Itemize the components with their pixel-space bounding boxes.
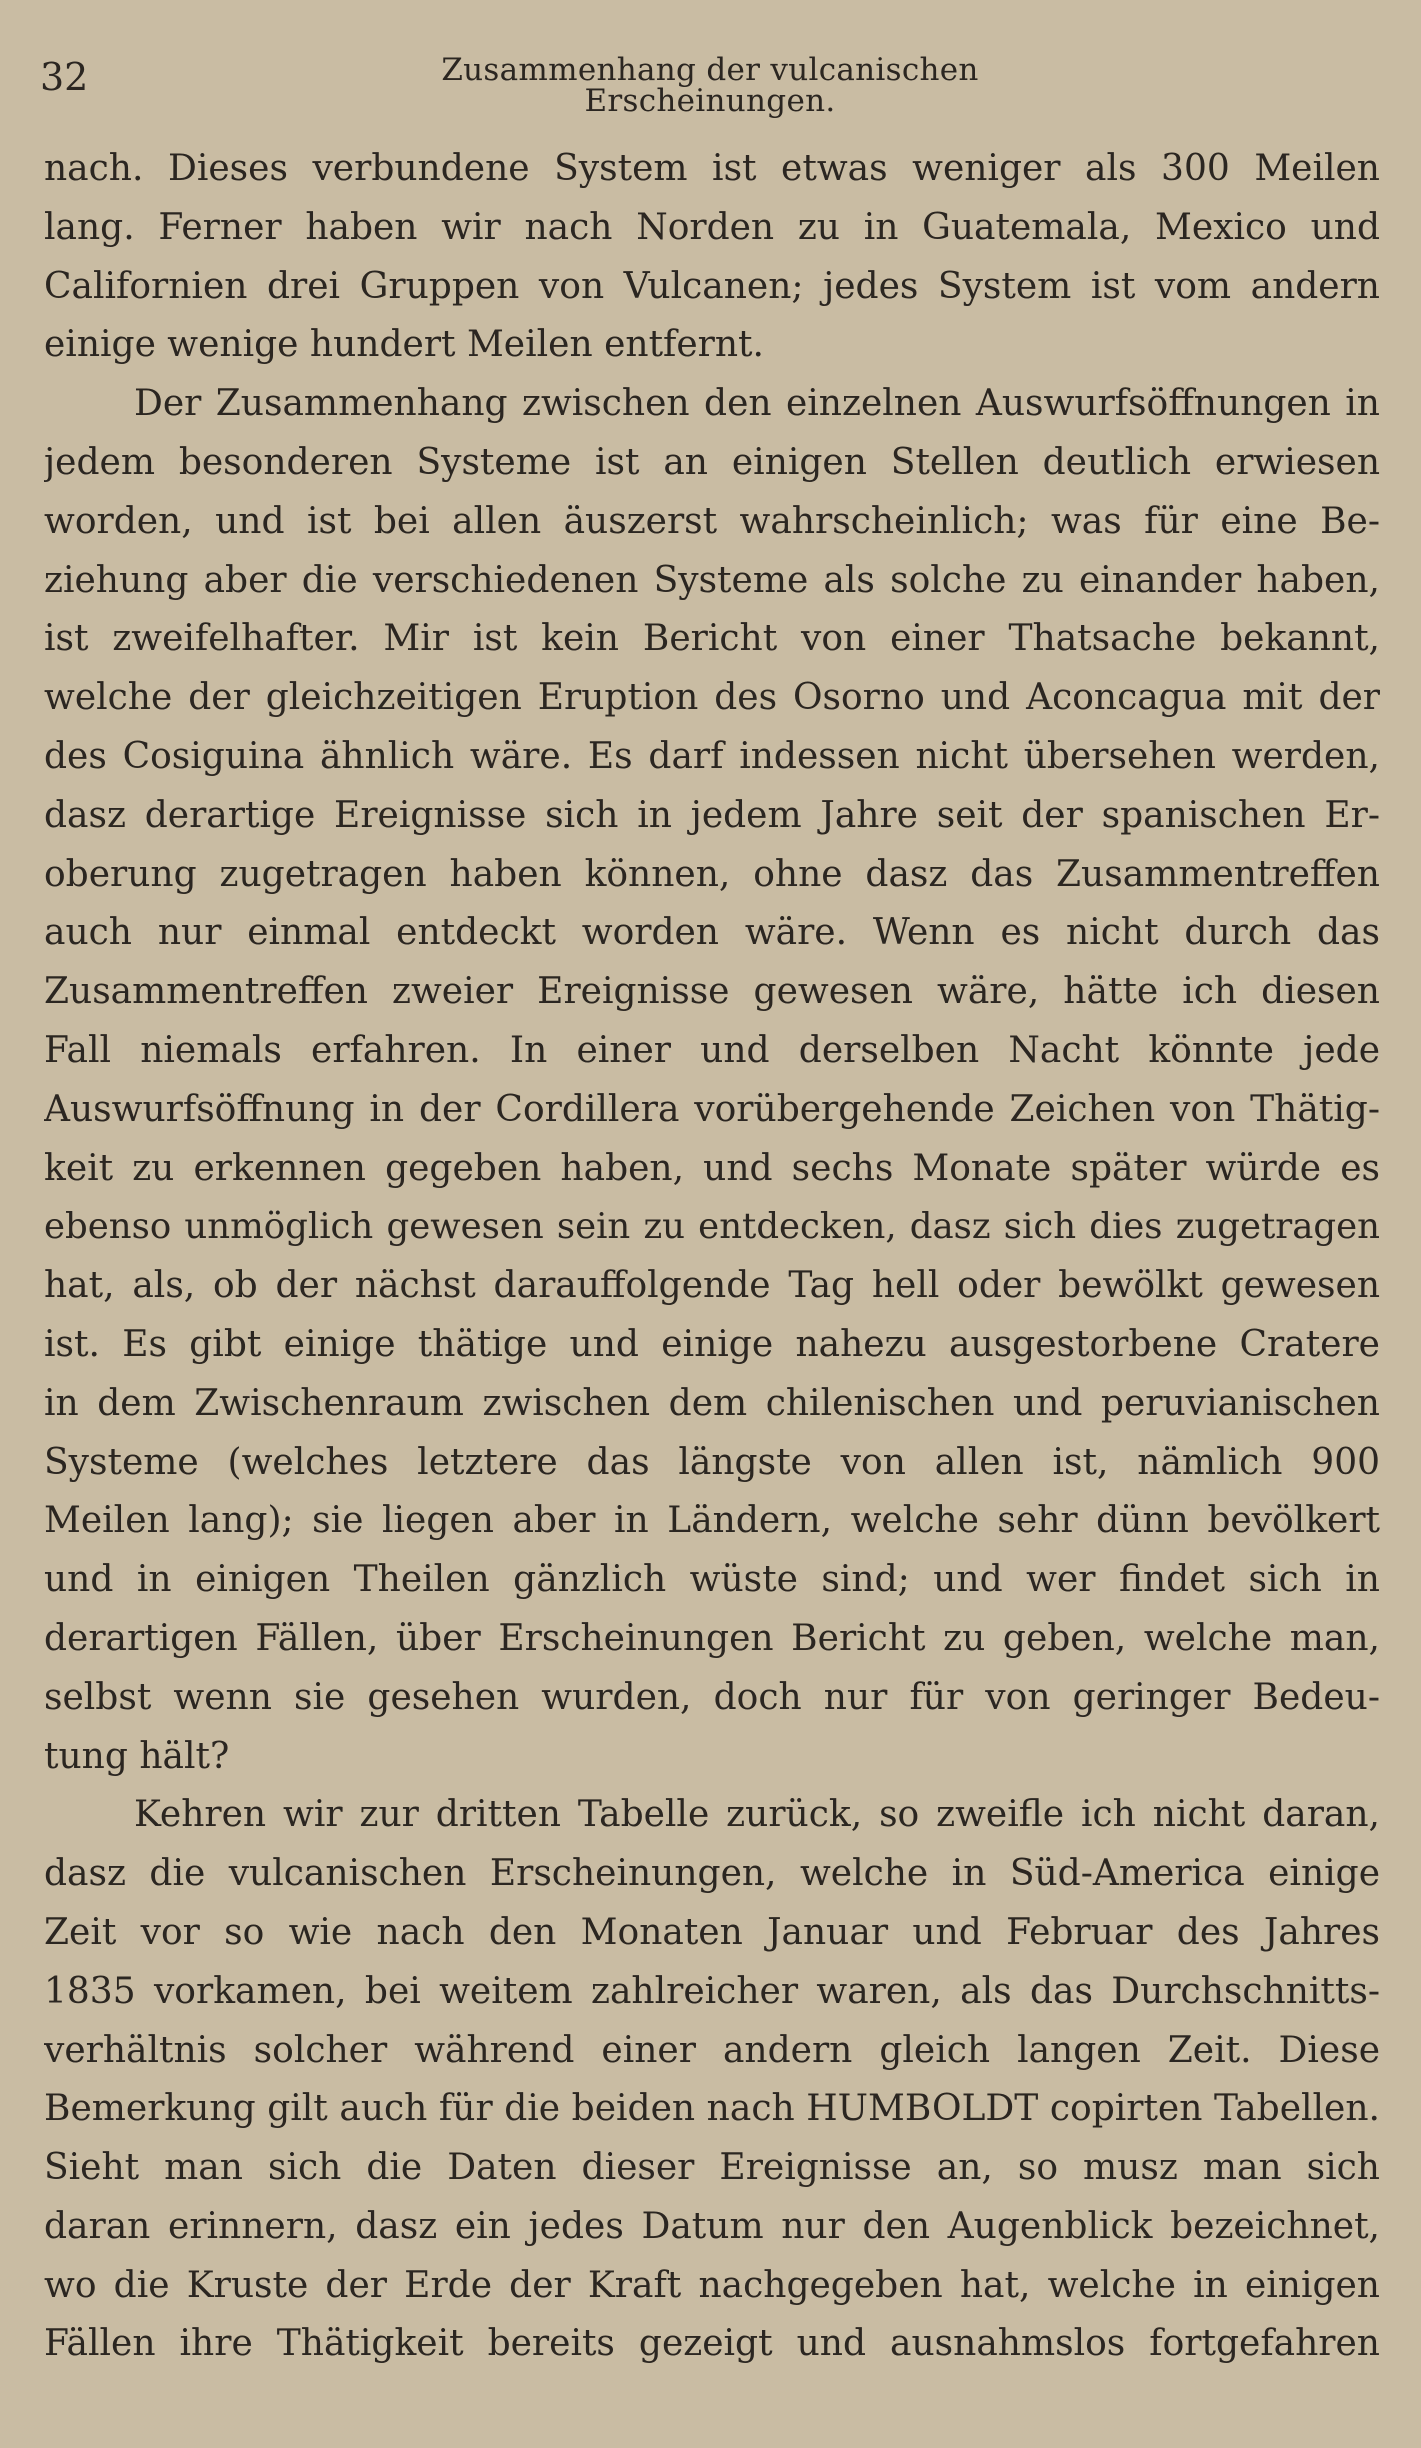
text-line: Zeit vor so wie nach den Monaten Januar und Februar des Jahres <box>44 1911 1380 1953</box>
page-number: 32 <box>40 55 89 99</box>
text-line: auch nur einmal entdeckt worden wäre. Wenn es nicht durch das <box>44 912 1380 954</box>
text-line: selbst wenn sie gesehen wurden, doch nur für von geringer Bedeu- <box>44 1676 1380 1718</box>
text-line: des Cosiguina ähnlich wäre. Es darf indessen nicht übersehen werden, <box>44 735 1380 777</box>
text-line: wo die Kruste der Erde der Kraft nachgegeben hat, welche in einigen <box>44 2264 1380 2306</box>
text-line: hat, als, ob der nächst darauffolgende Tag hell oder bewölkt gewesen <box>44 1265 1380 1307</box>
text-line: Auswurfsöffnung in der Cordillera vorübergehende Zeichen von Thätig- <box>44 1088 1380 1130</box>
text-line: welche der gleichzeitigen Eruption des Osorno und Aconcagua mit der <box>44 677 1380 719</box>
text-line: derartigen Fällen, über Erscheinungen Bericht zu geben, welche man, <box>44 1617 1380 1659</box>
text-line: ist. Es gibt einige thätige und einige nahezu ausgestorbene Cratere <box>44 1323 1380 1365</box>
text-line: Kehren wir zur dritten Tabelle zurück, so zweifle ich nicht daran, <box>134 1794 1380 1836</box>
text-line: daran erinnern, dasz ein jedes Datum nur den Augenblick bezeichnet, <box>44 2205 1380 2247</box>
text-line: Meilen lang); sie liegen aber in Ländern, welche sehr dünn bevölkert <box>44 1500 1380 1542</box>
text-line: dasz derartige Ereignisse sich in jedem Jahre seit der spanischen Er- <box>44 794 1380 836</box>
text-line: worden, und ist bei allen äuszerst wahrscheinlich; was für eine Be- <box>44 500 1380 542</box>
text-line: ist zweifelhafter. Mir ist kein Bericht von einer Thatsache bekannt, <box>44 618 1380 660</box>
text-line: einige wenige hundert Meilen entfernt. <box>44 324 764 366</box>
text-line: ziehung aber die verschiedenen Systeme als solche zu einander haben, <box>44 559 1380 601</box>
text-line: nach. Dieses verbundene System ist etwas weniger als 300 Meilen <box>44 148 1380 189</box>
text-line: Californien drei Gruppen von Vulcanen; jedes System ist vom andern <box>44 265 1380 307</box>
text-line: Fall niemals erfahren. In einer und derselben Nacht könnte jede <box>44 1029 1380 1071</box>
text-line: keit zu erkennen gegeben haben, und sechs Monate später würde es <box>44 1147 1380 1189</box>
text-line: Sieht man sich die Daten dieser Ereignisse an, so musz man sich <box>44 2147 1380 2189</box>
text-line: oberung zugetragen haben können, ohne dasz das Zusammentreffen <box>44 853 1380 895</box>
text-line: Systeme (welches letztere das längste von allen ist, nämlich 900 <box>44 1441 1380 1483</box>
text-line: verhältnis solcher während einer andern gleich langen Zeit. Diese <box>44 2029 1380 2071</box>
text-line: lang. Ferner haben wir nach Norden zu in Guatemala, Mexico und <box>44 206 1380 248</box>
text-line: dasz die vulcanischen Erscheinungen, welche in Süd-America einige <box>44 1853 1380 1895</box>
text-line: Zusammentreffen zweier Ereignisse gewesen wäre, hätte ich diesen <box>44 971 1380 1013</box>
text-line: und in einigen Theilen gänzlich wüste sind; und wer findet sich in <box>44 1559 1380 1601</box>
text-line: Bemerkung gilt auch für die beiden nach HUMBOLDT copirten Tabellen. <box>44 2088 1380 2130</box>
body-text <box>44 140 1380 2374</box>
text-line: 1835 vorkamen, bei weitem zahlreicher waren, als das Durchschnitts- <box>44 1970 1380 2012</box>
running-title: Zusammenhang der vulcanischen Erscheinungen. <box>441 52 979 119</box>
text-line: Der Zusammenhang zwischen den einzelnen Auswurfsöffnungen in <box>134 383 1380 425</box>
text-line: jedem besonderen Systeme ist an einigen Stellen deutlich erwiesen <box>44 441 1380 483</box>
text-line: tung hält? <box>44 1735 230 1777</box>
text-line: in dem Zwischenraum zwischen dem chilenischen und peruvianischen <box>44 1382 1380 1424</box>
text-line: Fällen ihre Thätigkeit bereits gezeigt und ausnahmslos fortgefahren <box>44 2323 1380 2365</box>
text-line: ebenso unmöglich gewesen sein zu entdecken, dasz sich dies zugetragen <box>44 1206 1380 1248</box>
